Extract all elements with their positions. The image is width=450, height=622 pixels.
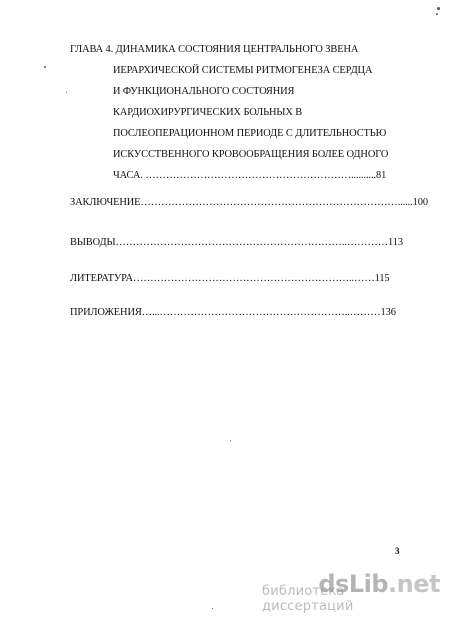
watermark-logo-suffix: .net — [388, 570, 440, 598]
toc-entry-conclusion: ЗАКЛЮЧЕНИЕ…………………………………………………………………......100 — [70, 197, 428, 208]
scan-speck — [436, 13, 438, 15]
toc-chapter-4-line-7: ЧАСА. ……………………………………………………..........81 — [113, 170, 387, 181]
scan-speck — [44, 66, 46, 68]
scan-speck — [437, 7, 440, 10]
dslib-watermark — [262, 570, 442, 614]
page-number: 3 — [395, 546, 400, 556]
toc-chapter-4-line-3: И ФУНКЦИОНАЛЬНОГО СОСТОЯНИЯ — [113, 86, 295, 97]
toc-entry-literature: ЛИТЕРАТУРА………………………………………………………..……115 — [70, 273, 390, 284]
toc-chapter-4-line-4: КАРДИОХИРУРГИЧЕСКИХ БОЛЬНЫХ В — [113, 107, 303, 118]
toc-chapter-4-line-1: ГЛАВА 4. ДИНАМИКА СОСТОЯНИЯ ЦЕНТРАЛЬНОГО ЗВЕНА — [70, 44, 359, 55]
watermark-subtitle: библиотека диссертаций — [262, 584, 354, 614]
watermark-logo-main: dsLib — [318, 570, 389, 598]
scan-speck — [212, 608, 213, 609]
scan-speck — [66, 92, 67, 93]
scan-speck — [230, 440, 231, 441]
toc-entry-appendices: ПРИЛОЖЕНИЯ…...………………………………………………..………136 — [70, 307, 396, 318]
toc-chapter-4-line-6: ИСКУССТВЕННОГО КРОВООБРАЩЕНИЯ БОЛЕЕ ОДНОГО — [113, 149, 389, 160]
toc-entry-findings: ВЫВОДЫ…………………………………………………………..…………113 — [70, 237, 403, 248]
toc-chapter-4-line-2: ИЕРАРХИЧЕСКОЙ СИСТЕМЫ РИТМОГЕНЕЗА СЕРДЦА — [113, 65, 373, 76]
toc-chapter-4-line-5: ПОСЛЕОПЕРАЦИОННОМ ПЕРИОДЕ С ДЛИТЕЛЬНОСТЬЮ — [113, 128, 387, 139]
